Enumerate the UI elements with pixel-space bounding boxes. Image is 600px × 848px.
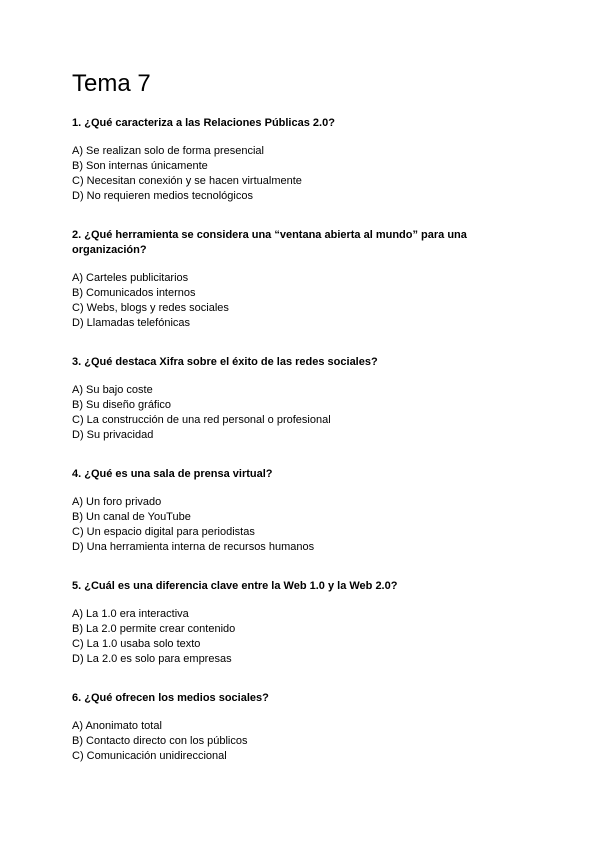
option-a: A) Su bajo coste [72,384,153,396]
option-c: C) Un espacio digital para periodistas [72,526,255,538]
page-title: Tema 7 [72,70,151,97]
question-3 [72,355,532,443]
option-d: D) La 2.0 es solo para empresas [72,653,232,665]
option-d: D) Llamadas telefónicas [72,317,191,329]
question-2 [72,228,532,331]
option-c: C) La 1.0 usaba solo texto [72,638,201,650]
question-text: 6. ¿Qué ofrecen los medios sociales? [72,692,269,704]
question-text: 5. ¿Cuál es una diferencia clave entre la Web 1.0 y la Web 2.0? [72,580,398,592]
options-list [72,719,532,764]
options-list [72,495,532,555]
question-5 [72,579,532,667]
question-text: 1. ¿Qué caracteriza a las Relaciones Públicas 2.0? [72,117,335,129]
option-b: B) La 2.0 permite crear contenido [72,623,236,635]
option-d: D) No requieren medios tecnológicos [72,190,253,202]
question-text: 3. ¿Qué destaca Xifra sobre el éxito de las redes sociales? [72,356,378,368]
option-c: C) La construcción de una red personal o profesional [72,414,331,426]
option-b: B) Son internas únicamente [72,160,208,172]
option-c: C) Comunicación unidireccional [72,750,227,762]
option-a: A) Se realizan solo de forma presencial [72,145,264,157]
option-d: D) Una herramienta interna de recursos humanos [72,541,315,553]
option-a: A) Anonimato total [72,720,162,732]
question-text: 4. ¿Qué es una sala de prensa virtual? [72,468,273,480]
question-6 [72,691,532,764]
option-a: A) Carteles publicitarios [72,272,189,284]
option-c: C) Necesitan conexión y se hacen virtualmente [72,175,302,187]
option-b: B) Su diseño gráfico [72,399,172,411]
options-list [72,383,532,443]
question-1 [72,116,532,204]
question-text: 2. ¿Qué herramienta se considera una “ventana abierta al mundo” para una organización? [72,229,467,256]
option-a: A) Un foro privado [72,496,162,508]
option-c: C) Webs, blogs y redes sociales [72,302,229,314]
option-a: A) La 1.0 era interactiva [72,608,189,620]
option-b: B) Contacto directo con los públicos [72,735,248,747]
options-list [72,144,532,204]
options-list [72,607,532,667]
option-b: B) Comunicados internos [72,287,196,299]
question-4 [72,467,532,555]
option-d: D) Su privacidad [72,429,154,441]
option-b: B) Un canal de YouTube [72,511,191,523]
options-list [72,271,532,331]
